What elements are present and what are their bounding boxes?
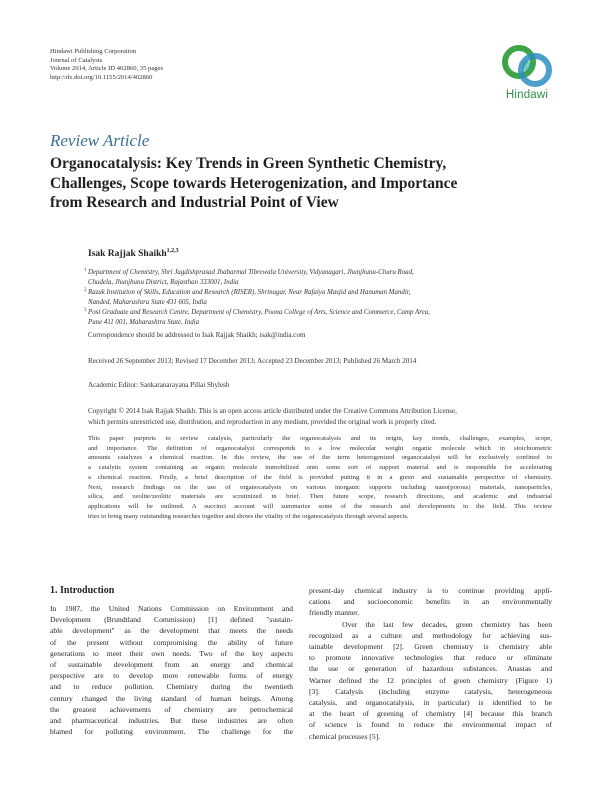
body-column-right bbox=[309, 585, 552, 742]
copyright-line: Copyright © 2014 Isak Rajjak Shaikh. This is an open access article distributed under the Creative Commons Attribution License, bbox=[88, 407, 457, 415]
affiliation bbox=[84, 268, 558, 288]
body-line: chemical processes [5]. bbox=[309, 731, 381, 741]
body-line: tainable development [2]. Green chemistry is chemistry able bbox=[309, 642, 552, 652]
correspondence: Correspondence should be addressed to Isak Rajjak Shaikh; isak@india.com bbox=[88, 331, 306, 339]
abstract-line: silica, and zeolite/zeolitic materials are scrutinized in brief. Then future scope, research directions, and academic and industrial bbox=[88, 493, 552, 501]
doi-link[interactable]: http://dx.doi.org/10.1155/2014/402860 bbox=[50, 73, 153, 81]
title-line: Organocatalysis: Key Trends in Green Synthetic Chemistry, bbox=[50, 155, 447, 172]
affiliation-line: Post Graduate and Research Centre, Department of Chemistry, Poona College of Arts, Science and Commerce, Camp Area, bbox=[88, 309, 430, 317]
hindawi-logo bbox=[492, 44, 562, 106]
body-line: cations and socioeconomic benefits in an environmentally bbox=[309, 597, 552, 607]
title-line: from Research and Industrial Point of View bbox=[50, 194, 339, 211]
abstract-line: This paper purports to review catalysis, particularly the organocatalysis and its origin, key trends, challenges, examples, scope, bbox=[88, 435, 552, 442]
logo-text: Hindawi bbox=[505, 89, 549, 101]
body-line: able development" as the development that meets the needs bbox=[50, 626, 293, 636]
body-line: In 1987, the United Nations Commission on Environment and bbox=[50, 604, 293, 613]
affiliation-number: 1 bbox=[84, 268, 87, 273]
body-line: Development (Brundtland Commission) [1] defined "sustain- bbox=[50, 615, 293, 625]
body-line: and to reduce pollution. Chemistry during the twentieth bbox=[50, 682, 293, 692]
body-line: catalysis, and organocatalysis, in particular) is identified to be bbox=[309, 698, 552, 708]
affiliation bbox=[84, 308, 558, 328]
journal-name: Journal of Catalysts bbox=[50, 56, 103, 64]
author-name: Isak Rajjak Shaikh bbox=[88, 249, 167, 260]
author bbox=[88, 248, 179, 259]
publisher-name: Hindawi Publishing Corporation bbox=[50, 48, 137, 55]
affiliation-line: Pune 411 001, Maharashtra State, India bbox=[88, 319, 200, 327]
author-affil-marks: 1,2,3 bbox=[166, 248, 179, 254]
body-line: Warner defined the 12 principles of green chemistry (Figure 1) bbox=[309, 675, 552, 685]
section-heading-introduction: 1. Introduction bbox=[50, 585, 115, 596]
copyright-line: which permits unrestricted use, distribution, and reproduction in any medium, provided the original work is properly cited. bbox=[88, 417, 437, 426]
body-line: friendly manner. bbox=[309, 608, 360, 618]
body-line: the greatest achievements of chemistry are petrochemical bbox=[50, 704, 293, 714]
body-line: to promote innovative technologies that reduce or eliminate bbox=[309, 653, 552, 663]
abstract-line: and importance. The definition of organocatalyst corresponds to a low molecular weight organic molecule which in stoichiometric bbox=[88, 444, 552, 452]
body-line: generations to meet their own needs. Two of the key aspects bbox=[50, 648, 293, 658]
volume-info: Volume 2014, Article ID 402860, 35 pages bbox=[50, 65, 164, 73]
body-line: of science is found to reduce the environmental impact of bbox=[309, 720, 552, 730]
copyright bbox=[88, 406, 554, 427]
article-type: Review Article bbox=[50, 131, 150, 150]
affiliation-line: Razak Institution of Skills, Education and Research (RISER), Shrinagar, Near Rafaiya Masjid and Hanuman Mandir, bbox=[88, 289, 411, 297]
abstract-line: tries to bring many outstanding researches together and shows the vitality of the organocatalysis through several aspects. bbox=[88, 512, 409, 520]
abstract-line: applications will be outlined. A succinct account will summarize some of the research and developments in the field. This review bbox=[88, 502, 552, 510]
publisher-info bbox=[50, 48, 163, 82]
affiliation-number: 2 bbox=[84, 288, 87, 294]
abstract-line: amounts catalyzes a chemical reaction. In this review, the use of the term heterogenized organocatalyst will be exclusively confined to bbox=[88, 454, 552, 462]
academic-editor: Academic Editor: Sankaranarayana Pillai Shylesh bbox=[88, 381, 230, 389]
affiliations bbox=[84, 268, 558, 329]
body-line: perspective are to develop more renewable forms of energy bbox=[50, 671, 293, 681]
body-line: Over the last few decades, green chemistry has been bbox=[309, 619, 552, 629]
body-line: and pharmaceutical industries. But these industries are often bbox=[50, 716, 293, 726]
hindawi-rings-icon bbox=[501, 44, 553, 90]
body-column-left bbox=[50, 603, 293, 737]
body-line: present-day chemical industry is to continue providing appli- bbox=[309, 586, 552, 595]
body-line: century changed the living standard of human beings. Among bbox=[50, 693, 293, 703]
body-line: blamed for polluting environment. The challenge for the bbox=[50, 727, 293, 737]
paper-title bbox=[50, 154, 550, 213]
body-line: at the heart of greening of chemistry [4] because this branch bbox=[309, 709, 552, 719]
affiliation-line: Nanded, Maharashtra State 431 605, India bbox=[88, 299, 207, 307]
publication-dates: Received 26 September 2013; Revised 17 December 2013; Accepted 23 December 2013; Published 26 March 2014 bbox=[88, 357, 417, 365]
title-line: Challenges, Scope towards Heterogenization, and Importance bbox=[50, 174, 458, 192]
abstract-line: Next, research findings on the use of organocatalysts on various inorganic supports including nano(porous) materials, nanoparticles, bbox=[88, 483, 552, 491]
body-line: recognized as a culture and methodology for achieving sus- bbox=[309, 630, 552, 640]
affiliation-number: 3 bbox=[84, 308, 87, 314]
affiliation-line: Department of Chemistry, Shri Jagdishprasad Jhabarmal Tibrewala University, Vidyanagari, Jhunjhunu-Churu Road, bbox=[88, 269, 414, 276]
abstract-line: a catalytic system containing an organic molecule immobilized onto some sort of support material and is responsible for accelerating bbox=[88, 464, 552, 472]
body-line: of sustainable development from an energy and chemical bbox=[50, 660, 293, 670]
abstract bbox=[88, 434, 552, 521]
abstract-line: a chemical reaction. Firstly, a brief description of the field is provided putting it in a green and sustainable perspective of chemistry. bbox=[88, 473, 552, 481]
affiliation bbox=[84, 288, 558, 308]
body-line: the use or generation of hazardous substances. Anastas and bbox=[309, 664, 552, 674]
affiliation-line: Chudela, Jhunjhunu District, Rajasthan 333001, India bbox=[88, 279, 239, 287]
body-line: [3]. Catalysis (including enzyme catalysis, heterogeneous bbox=[309, 686, 552, 696]
body-line: of the present without compromising the ability of future bbox=[50, 637, 293, 647]
